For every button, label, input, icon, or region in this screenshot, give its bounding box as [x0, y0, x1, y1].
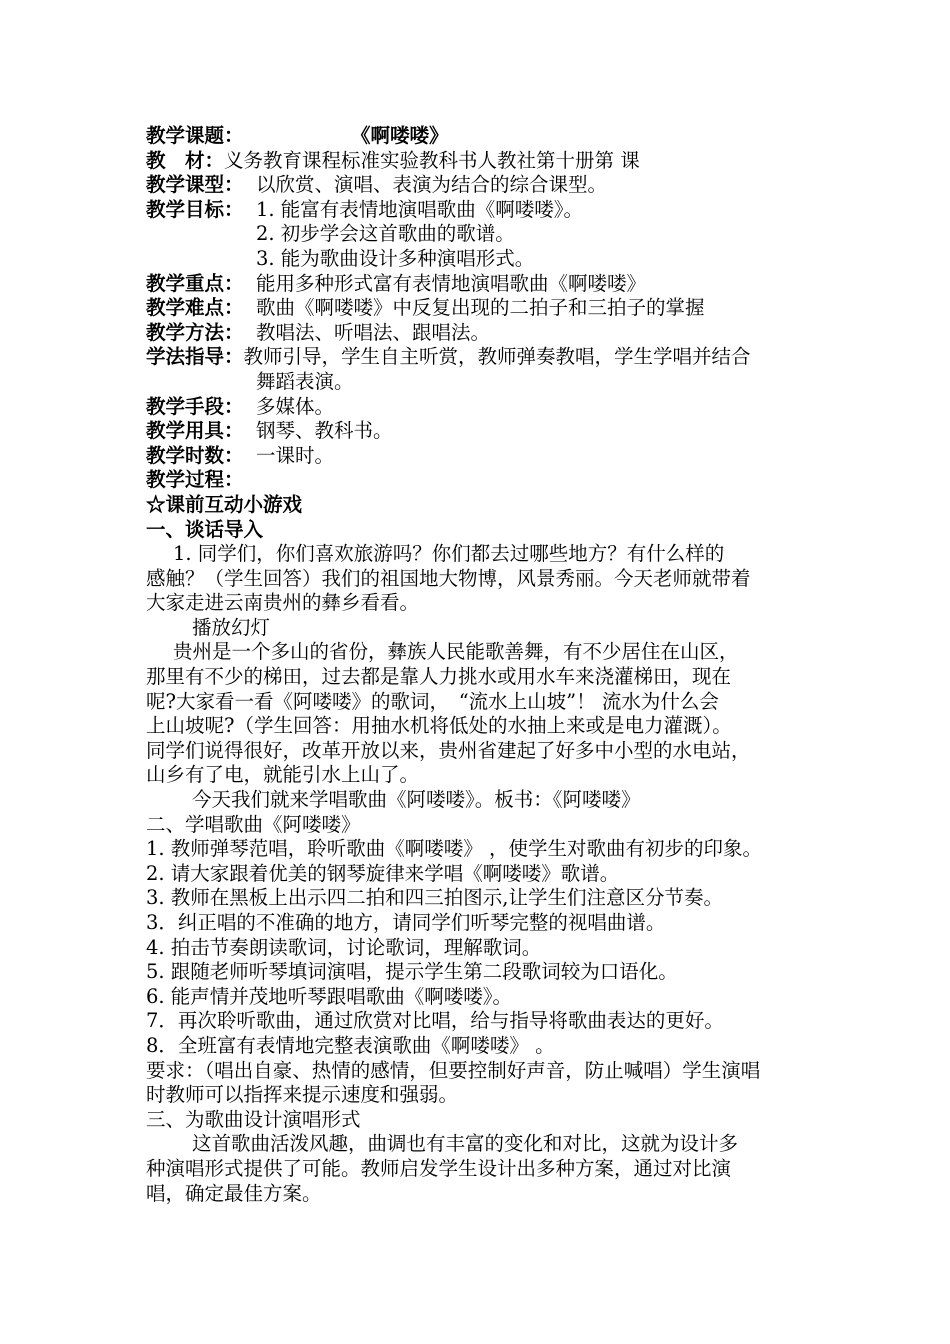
- lesson-plan-document: [146, 124, 826, 1206]
- section-1-paragraph-line: 1. 同学们，你们喜欢旅游吗？你们都去过哪些地方？有什么样的: [173, 542, 725, 566]
- guide-value-cont: 舞蹈表演。: [256, 369, 354, 393]
- guide-label: 学法指导：: [146, 345, 244, 369]
- requirement-line: 时教师可以指挥来提示速度和强弱。: [146, 1083, 459, 1107]
- section-3-heading: 三、为歌曲设计演唱形式: [146, 1107, 361, 1131]
- section-3-paragraph-line: 唱，确定最佳方案。: [146, 1181, 322, 1205]
- topic-label: 教学课题：: [146, 124, 244, 147]
- list-item: 8．全班富有表情地完整表演歌曲《啊喽喽》 。: [146, 1033, 555, 1057]
- key-label: 教学重点：: [146, 271, 244, 295]
- section-1-paragraph-line: 同学们说得很好，改革开放以来，贵州省建起了好多中小型的水电站，: [146, 738, 751, 762]
- topic-value: 《啊喽喽》: [351, 124, 449, 147]
- means-label: 教学手段：: [146, 394, 244, 418]
- key-row: [146, 272, 826, 297]
- type-value: 以欣赏、演唱、表演为结合的综合课型。: [256, 173, 608, 197]
- difficulty-row: [146, 296, 826, 321]
- difficulty-value: 歌曲《啊喽喽》中反复出现的二拍子和三拍子的掌握: [256, 296, 705, 320]
- section-1-heading: 一、谈话导入: [146, 517, 264, 541]
- game-heading: ☆课前互动小游戏: [146, 492, 303, 516]
- goal-label: 教学目标：: [146, 197, 244, 221]
- difficulty-label: 教学难点：: [146, 296, 244, 320]
- goal-item: 3. 能为歌曲设计多种演唱形式。: [256, 246, 535, 270]
- section-3-paragraph-line: 种演唱形式提供了可能。教师启发学生设计出多种方案，通过对比演: [146, 1156, 732, 1180]
- method-label: 教学方法：: [146, 320, 244, 344]
- section-1-paragraph-line: 呢?大家看一看《阿喽喽》的歌词， “流水上山坡”！ 流水为什么会: [146, 689, 719, 713]
- process-label: 教学过程：: [146, 468, 244, 492]
- list-item: 7．再次聆听歌曲，通过欣赏对比唱，给与指导将歌曲表达的更好。: [146, 1009, 724, 1033]
- list-item: 2. 请大家跟着优美的钢琴旋律来学唱《啊喽喽》歌谱。: [146, 861, 620, 885]
- tools-value: 钢琴、教科书。: [256, 419, 393, 443]
- hours-row: [146, 444, 826, 469]
- list-item: 6. 能声情并茂地听琴跟唱歌曲《啊喽喽》。: [146, 984, 513, 1008]
- method-row: [146, 321, 826, 346]
- material-label: 教 材：: [146, 148, 225, 172]
- section-1-paragraph-line: 上山坡呢?（学生回答：用抽水机将低处的水抽上来或是电力灌溉）。: [146, 714, 732, 738]
- type-row: [146, 173, 826, 198]
- slide-note: 播放幻灯: [192, 615, 271, 639]
- goal-item: 1. 能富有表情地演唱歌曲《啊喽喽》。: [256, 197, 584, 221]
- section-1-paragraph-line: 那里有不少的梯田，过去都是靠人力挑水或用水车来浇灌梯田，现在: [146, 665, 732, 689]
- section-1-paragraph-line: 山乡有了电，就能引水上山了。: [146, 763, 420, 787]
- tools-label: 教学用具：: [146, 419, 244, 443]
- topic-row: [146, 124, 826, 149]
- section-1-paragraph-line: 感触？（学生回答）我们的祖国地大物博，风景秀丽。今天老师就带着: [146, 566, 751, 590]
- tools-row: [146, 419, 826, 444]
- guide-value: 教师引导，学生自主听赏，教师弹奏教唱，学生学唱并结合: [243, 345, 751, 369]
- type-label: 教学课型：: [146, 173, 244, 197]
- method-value: 教唱法、听唱法、跟唱法。: [256, 320, 491, 344]
- list-item: 3．纠正唱的不准确的地方，请同学们听琴完整的视唱曲谱。: [146, 911, 666, 934]
- material-value: 义务教育课程标准实验教科书人教社第十册第 课: [224, 148, 640, 172]
- section-1-paragraph-line: 贵州是一个多山的省份，彝族人民能歌善舞，有不少居住在山区，: [173, 640, 739, 664]
- section-1-paragraph-line: 大家走进云南贵州的彝乡看看。: [146, 591, 420, 615]
- list-item: 1. 教师弹琴范唱，聆听歌曲《啊喽喽》 ，使学生对歌曲有初步的印象。: [146, 837, 763, 861]
- section-2-heading: 二、学唱歌曲《阿喽喽》: [146, 812, 361, 836]
- hours-label: 教学时数：: [146, 443, 244, 467]
- key-value: 能用多种形式富有表情地演唱歌曲《啊喽喽》: [256, 271, 647, 295]
- means-row: [146, 395, 826, 420]
- means-value: 多媒体。: [256, 394, 335, 418]
- list-item: 3. 教师在黑板上出示四二拍和四三拍图示,让学生们注意区分节奏。: [146, 886, 724, 910]
- material-row: [146, 149, 826, 174]
- list-item: 4. 拍击节奏朗读歌词，讨论歌词，理解歌词。: [146, 935, 542, 959]
- section-3-paragraph-line: 这首歌曲活泼风趣，曲调也有丰富的变化和对比，这就为设计多: [192, 1132, 739, 1156]
- list-item: 5. 跟随老师听琴填词演唱，提示学生第二段歌词较为口语化。: [146, 960, 678, 984]
- guide-row: [146, 345, 826, 370]
- goal-item: 2. 初步学会这首歌曲的歌谱。: [256, 222, 515, 246]
- requirement-line: 要求：（唱出自豪、热情的感情，但要控制好声音，防止喊唱）学生演唱: [146, 1058, 761, 1082]
- hours-value: 一课时。: [256, 443, 335, 467]
- goal-row: [146, 198, 826, 223]
- board-note: 今天我们就来学唱歌曲《阿喽喽》。板书：《阿喽喽》: [192, 788, 641, 812]
